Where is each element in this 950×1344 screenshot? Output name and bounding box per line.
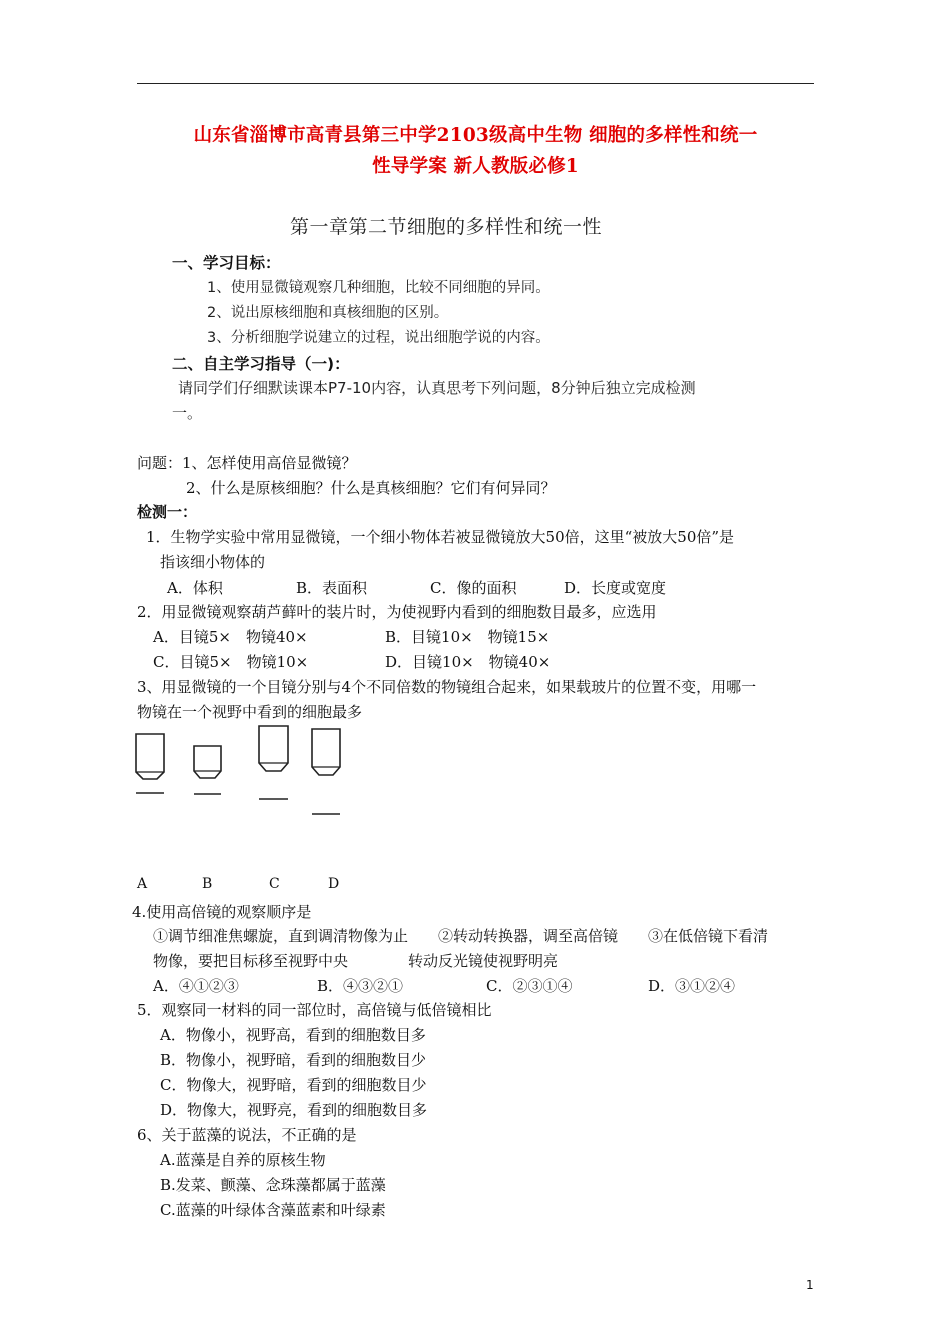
test-heading: 检测一： <box>137 503 198 521</box>
test-q2-option-b: B．目镜10× 物镜15× <box>385 628 550 646</box>
page-number: 1 <box>806 1278 814 1292</box>
test-q1-option-d: D．长度或宽度 <box>564 579 667 597</box>
goal-item: 1、使用显微镜观察几种细胞，比较不同细胞的异同。 <box>207 280 550 296</box>
test-q4-option-d: D．③①②④ <box>648 977 736 995</box>
test-q4-steps: ①调节细准焦螺旋，直到调清物像为止 ②转动转换器，调至高倍镜 ③在低倍镜下看清 <box>153 927 769 945</box>
objective-lens-c <box>259 726 288 799</box>
test-q4-steps-cont: 物像，要把目标移至视野中央 转动反光镜使视野明亮 <box>153 952 559 970</box>
doc-title-line1: 山东省淄博市高青县第三中学2103级高中生物 细胞的多样性和统一 <box>193 125 758 146</box>
test-q1-option-b: B．表面积 <box>296 579 368 597</box>
goals-heading: 一、学习目标： <box>172 254 281 272</box>
section-subtitle: 第一章第二节细胞的多样性和统一性 <box>290 216 603 238</box>
lens-label-a: A <box>137 876 148 892</box>
test-q3-stem-cont: 物镜在一个视野中看到的细胞最多 <box>137 703 363 721</box>
test-q1-stem: 1．生物学实验中常用显微镜，一个细小物体若被显微镜放大50倍，这里“被放大50倍”是 <box>146 528 735 546</box>
test-q3-stem: 3、用显微镜的一个目镜分别与4个不同倍数的物镜组合起来，如果载玻片的位置不变，用哪一 <box>137 678 757 696</box>
test-q4-option-c: C．②③①④ <box>486 977 573 995</box>
test-q4-stem: 4.使用高倍镜的观察顺序是 <box>132 903 312 921</box>
test-q6-stem: 6、关于蓝藻的说法，不正确的是 <box>137 1126 357 1144</box>
header-rule <box>137 83 814 84</box>
test-q5-option-c: C．物像大，视野暗，看到的细胞数目少 <box>160 1076 427 1094</box>
objective-lens-a <box>136 734 164 793</box>
test-q6-option-c: C.蓝藻的叶绿体含藻蓝素和叶绿素 <box>160 1201 386 1219</box>
test-q2-option-d: D．目镜10× 物镜40× <box>385 653 551 671</box>
test-q2-stem: 2．用显微镜观察葫芦藓叶的装片时，为使视野内看到的细胞数目最多，应选用 <box>137 603 657 621</box>
lens-label-c: C <box>269 876 280 892</box>
test-q1-stem-cont: 指该细小物体的 <box>160 553 266 571</box>
test-q4-option-a: A．④①②③ <box>153 977 239 995</box>
goal-item: 2、说出原核细胞和真核细胞的区别。 <box>207 305 449 321</box>
test-q6-option-a: A.蓝藻是自养的原核生物 <box>160 1151 326 1169</box>
lens-label-b: B <box>202 876 213 892</box>
goal-item: 3、分析细胞学说建立的过程，说出细胞学说的内容。 <box>207 330 550 346</box>
test-q5-option-b: B．物像小，视野暗，看到的细胞数目少 <box>160 1051 427 1069</box>
guide-heading: 二、自主学习指导（一)： <box>172 355 350 373</box>
test-q5-stem: 5．观察同一材料的同一部位时，高倍镜与低倍镜相比 <box>137 1001 492 1019</box>
test-q5-option-d: D．物像大，视野亮，看到的细胞数目多 <box>160 1101 428 1119</box>
test-q2-option-a: A．目镜5× 物镜40× <box>153 628 308 646</box>
doc-title-line2: 性导学案 新人教版必修1 <box>372 156 579 177</box>
test-q2-option-c: C．目镜5× 物镜10× <box>153 653 309 671</box>
test-q5-option-a: A．物像小，视野高，看到的细胞数目多 <box>160 1026 426 1044</box>
objective-lens-b <box>194 746 221 794</box>
question-1: 问题：1、怎样使用高倍显微镜？ <box>137 454 357 472</box>
test-q1-option-c: C．像的面积 <box>430 579 517 597</box>
lens-label-d: D <box>328 876 340 892</box>
objective-lens-d <box>312 729 340 814</box>
test-q1-option-a: A．体积 <box>167 579 223 597</box>
guide-instruction: 请同学们仔细默读课本P7-10内容，认真思考下列问题，8分钟后独立完成检测 <box>178 379 696 397</box>
question-2: 2、什么是原核细胞？什么是真核细胞？它们有何异同？ <box>186 479 556 497</box>
guide-instruction-cont: 一。 <box>172 404 203 422</box>
test-q4-option-b: B．④③②① <box>317 977 404 995</box>
objective-lens-diagram <box>130 722 350 822</box>
test-q6-option-b: B.发菜、颤藻、念珠藻都属于蓝藻 <box>160 1176 386 1194</box>
